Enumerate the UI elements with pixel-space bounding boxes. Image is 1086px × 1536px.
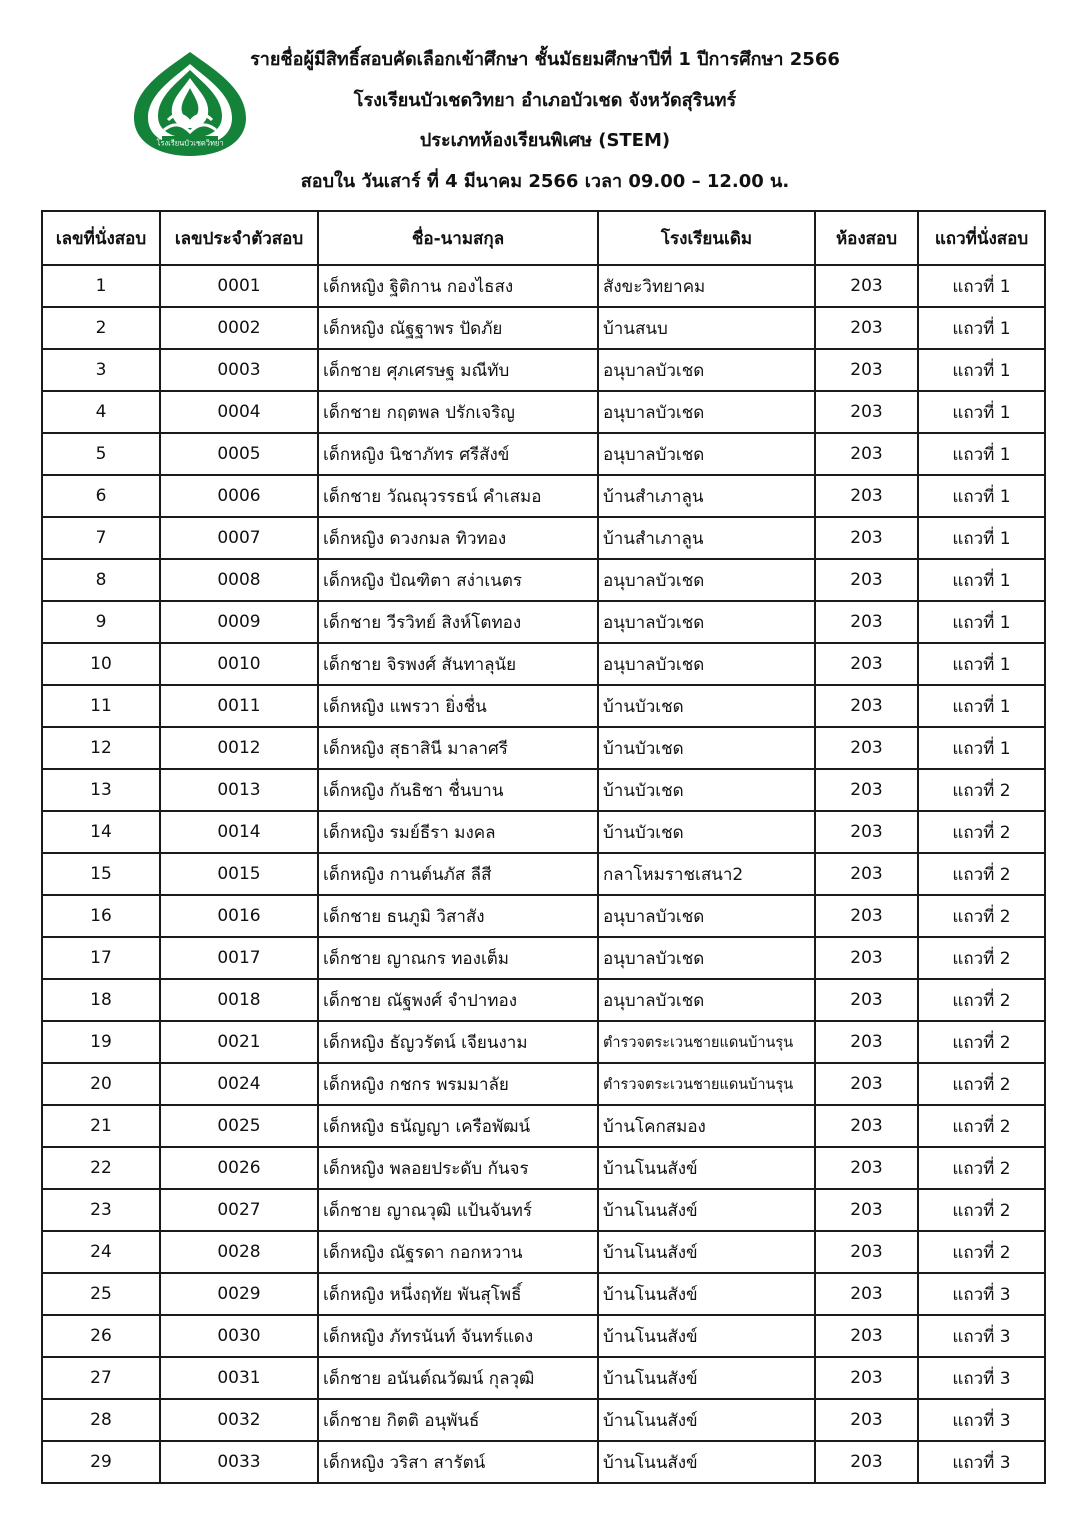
seat-no-cell: 27 — [42, 1357, 160, 1399]
seat-row-cell: แถวที่ 1 — [918, 559, 1045, 601]
school-cell: อนุบาลบัวเชด — [598, 643, 815, 685]
name-cell: เด็กหญิง ภัทรนันท์ จันทร์แดง — [318, 1315, 598, 1357]
col-header-exam-id: เลขประจำตัวสอบ — [160, 211, 318, 265]
seat-no-cell: 28 — [42, 1399, 160, 1441]
seat-no-cell: 26 — [42, 1315, 160, 1357]
header-title: รายชื่อผู้มีสิทธิ์สอบคัดเลือกเข้าศึกษา ชั้นมัธยมศึกษาปีที่ 1 ปีการศึกษา 2566 — [250, 49, 840, 70]
room-cell: 203 — [815, 1231, 918, 1273]
name-cell: เด็กชาย กฤตพล ปรักเจริญ — [318, 391, 598, 433]
exam-id-cell: 0006 — [160, 475, 318, 517]
seat-row-cell: แถวที่ 2 — [918, 1021, 1045, 1063]
seat-row-cell: แถวที่ 1 — [918, 685, 1045, 727]
room-cell: 203 — [815, 1147, 918, 1189]
exam-id-cell: 0016 — [160, 895, 318, 937]
exam-id-cell: 0031 — [160, 1357, 318, 1399]
table-row — [42, 391, 1045, 433]
name-cell: เด็กหญิง นิชาภัทร ศรีสังข์ — [318, 433, 598, 475]
seat-no-cell: 7 — [42, 517, 160, 559]
name-cell: เด็กชาย วีรวิทย์ สิงห์โตทอง — [318, 601, 598, 643]
room-cell: 203 — [815, 391, 918, 433]
name-cell: เด็กชาย ญาณกร ทองเต็ม — [318, 937, 598, 979]
room-cell: 203 — [815, 895, 918, 937]
seat-row-cell: แถวที่ 2 — [918, 1231, 1045, 1273]
room-cell: 203 — [815, 1357, 918, 1399]
school-cell: บ้านสำเภาลูน — [598, 475, 815, 517]
seat-no-cell: 11 — [42, 685, 160, 727]
school-cell: อนุบาลบัวเชด — [598, 559, 815, 601]
exam-id-cell: 0032 — [160, 1399, 318, 1441]
seat-row-cell: แถวที่ 2 — [918, 811, 1045, 853]
name-cell: เด็กหญิง หนึ่งฤทัย พันสุโพธิ์ — [318, 1273, 598, 1315]
room-cell: 203 — [815, 517, 918, 559]
school-cell: อนุบาลบัวเชด — [598, 391, 815, 433]
table-row — [42, 265, 1045, 307]
exam-id-cell: 0007 — [160, 517, 318, 559]
table-row — [42, 517, 1045, 559]
exam-id-cell: 0012 — [160, 727, 318, 769]
header-school: โรงเรียนบัวเชดวิทยา อำเภอบัวเชด จังหวัดสุรินทร์ — [353, 89, 737, 111]
exam-id-cell: 0025 — [160, 1105, 318, 1147]
table-row — [42, 1147, 1045, 1189]
school-cell: กลาโหมราชเสนา2 — [598, 853, 815, 895]
school-cell: อนุบาลบัวเชด — [598, 433, 815, 475]
room-cell: 203 — [815, 265, 918, 307]
exam-id-cell: 0033 — [160, 1441, 318, 1483]
name-cell: เด็กหญิง วริสา สารัตน์ — [318, 1441, 598, 1483]
header-class-type: ประเภทห้องเรียนพิเศษ (STEM) — [419, 130, 671, 151]
school-cell: บ้านโคกสมอง — [598, 1105, 815, 1147]
seat-no-cell: 2 — [42, 307, 160, 349]
table-row — [42, 1315, 1045, 1357]
seat-no-cell: 13 — [42, 769, 160, 811]
room-cell: 203 — [815, 559, 918, 601]
school-cell: บ้านโนนสังข์ — [598, 1315, 815, 1357]
room-cell: 203 — [815, 1441, 918, 1483]
table-row — [42, 1231, 1045, 1273]
seat-no-cell: 14 — [42, 811, 160, 853]
school-cell: บ้านโนนสังข์ — [598, 1189, 815, 1231]
seat-row-cell: แถวที่ 2 — [918, 1063, 1045, 1105]
table-row — [42, 727, 1045, 769]
seat-no-cell: 9 — [42, 601, 160, 643]
seat-row-cell: แถวที่ 2 — [918, 937, 1045, 979]
room-cell: 203 — [815, 307, 918, 349]
seat-no-cell: 17 — [42, 937, 160, 979]
seat-row-cell: แถวที่ 2 — [918, 895, 1045, 937]
table-row — [42, 601, 1045, 643]
room-cell: 203 — [815, 685, 918, 727]
seat-row-cell: แถวที่ 3 — [918, 1273, 1045, 1315]
seat-row-cell: แถวที่ 1 — [918, 475, 1045, 517]
name-cell: เด็กหญิง พลอยประดับ กันจร — [318, 1147, 598, 1189]
table-row — [42, 433, 1045, 475]
exam-id-cell: 0013 — [160, 769, 318, 811]
seat-row-cell: แถวที่ 3 — [918, 1399, 1045, 1441]
name-cell: เด็กหญิง ธัญวรัตน์ เจียนงาม — [318, 1021, 598, 1063]
school-cell: บ้านบัวเชด — [598, 769, 815, 811]
exam-id-cell: 0001 — [160, 265, 318, 307]
seat-row-cell: แถวที่ 3 — [918, 1441, 1045, 1483]
exam-id-cell: 0029 — [160, 1273, 318, 1315]
seat-no-cell: 12 — [42, 727, 160, 769]
seat-no-cell: 24 — [42, 1231, 160, 1273]
room-cell: 203 — [815, 937, 918, 979]
room-cell: 203 — [815, 769, 918, 811]
seat-row-cell: แถวที่ 1 — [918, 727, 1045, 769]
exam-id-cell: 0004 — [160, 391, 318, 433]
seat-row-cell: แถวที่ 1 — [918, 643, 1045, 685]
name-cell: เด็กหญิง กชกร พรมมาลัย — [318, 1063, 598, 1105]
room-cell: 203 — [815, 349, 918, 391]
school-cell: อนุบาลบัวเชด — [598, 601, 815, 643]
seat-row-cell: แถวที่ 2 — [918, 853, 1045, 895]
seat-no-cell: 20 — [42, 1063, 160, 1105]
seat-no-cell: 15 — [42, 853, 160, 895]
seat-no-cell: 8 — [42, 559, 160, 601]
name-cell: เด็กชาย ญาณวุฒิ แป้นจันทร์ — [318, 1189, 598, 1231]
exam-id-cell: 0014 — [160, 811, 318, 853]
table-row — [42, 1357, 1045, 1399]
school-cell: บ้านโนนสังข์ — [598, 1231, 815, 1273]
exam-id-cell: 0024 — [160, 1063, 318, 1105]
room-cell: 203 — [815, 979, 918, 1021]
table-row — [42, 769, 1045, 811]
document-header — [240, 40, 850, 202]
table-body — [42, 265, 1045, 1483]
school-cell: บ้านบัวเชด — [598, 811, 815, 853]
table-row — [42, 349, 1045, 391]
seat-row-cell: แถวที่ 3 — [918, 1315, 1045, 1357]
school-cell: ตำรวจตระเวนชายแดนบ้านรุน — [598, 1063, 815, 1105]
school-cell: บ้านบัวเชด — [598, 727, 815, 769]
candidate-table — [41, 210, 1046, 1484]
name-cell: เด็กหญิง ธนัญญา เครือพัฒน์ — [318, 1105, 598, 1147]
seat-row-cell: แถวที่ 1 — [918, 265, 1045, 307]
table-row — [42, 1063, 1045, 1105]
exam-id-cell: 0008 — [160, 559, 318, 601]
table-row — [42, 685, 1045, 727]
exam-id-cell: 0002 — [160, 307, 318, 349]
exam-id-cell: 0005 — [160, 433, 318, 475]
room-cell: 203 — [815, 811, 918, 853]
table-row — [42, 1189, 1045, 1231]
seat-row-cell: แถวที่ 1 — [918, 349, 1045, 391]
room-cell: 203 — [815, 475, 918, 517]
table-row — [42, 1399, 1045, 1441]
seat-no-cell: 23 — [42, 1189, 160, 1231]
header-exam-date: สอบใน วันเสาร์ ที่ 4 มีนาคม 2566 เวลา 09.00 – 12.00 น. — [300, 170, 790, 192]
room-cell: 203 — [815, 1021, 918, 1063]
exam-id-cell: 0027 — [160, 1189, 318, 1231]
table-header-row — [42, 211, 1045, 265]
seat-row-cell: แถวที่ 1 — [918, 433, 1045, 475]
school-cell: อนุบาลบัวเชด — [598, 937, 815, 979]
exam-id-cell: 0011 — [160, 685, 318, 727]
school-logo-icon — [128, 48, 252, 160]
seat-row-cell: แถวที่ 1 — [918, 517, 1045, 559]
name-cell: เด็กหญิง ปัณฑิตา สง่าเนตร — [318, 559, 598, 601]
name-cell: เด็กหญิง ฐิติกาน กองไธสง — [318, 265, 598, 307]
seat-no-cell: 29 — [42, 1441, 160, 1483]
school-cell: บ้านโนนสังข์ — [598, 1147, 815, 1189]
school-cell: บ้านบัวเชด — [598, 685, 815, 727]
room-cell: 203 — [815, 727, 918, 769]
seat-no-cell: 10 — [42, 643, 160, 685]
name-cell: เด็กชาย อนันต์ณวัฒน์ กุลวุฒิ — [318, 1357, 598, 1399]
table-row — [42, 1105, 1045, 1147]
room-cell: 203 — [815, 643, 918, 685]
seat-row-cell: แถวที่ 1 — [918, 391, 1045, 433]
seat-no-cell: 25 — [42, 1273, 160, 1315]
seat-row-cell: แถวที่ 1 — [918, 307, 1045, 349]
seat-row-cell: แถวที่ 2 — [918, 979, 1045, 1021]
exam-id-cell: 0017 — [160, 937, 318, 979]
seat-no-cell: 3 — [42, 349, 160, 391]
seat-no-cell: 18 — [42, 979, 160, 1021]
name-cell: เด็กหญิง สุธาสินี มาลาศรี — [318, 727, 598, 769]
seat-no-cell: 1 — [42, 265, 160, 307]
school-cell: อนุบาลบัวเชด — [598, 979, 815, 1021]
seat-no-cell: 16 — [42, 895, 160, 937]
school-cell: อนุบาลบัวเชด — [598, 349, 815, 391]
name-cell: เด็กหญิง ณัฐรดา กอกหวาน — [318, 1231, 598, 1273]
table-row — [42, 307, 1045, 349]
table-row — [42, 475, 1045, 517]
name-cell: เด็กหญิง ณัฐฐาพร ปัดภัย — [318, 307, 598, 349]
table-row — [42, 1021, 1045, 1063]
name-cell: เด็กหญิง กันธิชา ชื่นบาน — [318, 769, 598, 811]
seat-row-cell: แถวที่ 3 — [918, 1357, 1045, 1399]
col-header-seat-no: เลขที่นั่งสอบ — [42, 211, 160, 265]
name-cell: เด็กชาย กิตติ อนุพันธ์ — [318, 1399, 598, 1441]
col-header-seat-row: แถวที่นั่งสอบ — [918, 211, 1045, 265]
table-row — [42, 853, 1045, 895]
seat-no-cell: 21 — [42, 1105, 160, 1147]
school-cell: บ้านโนนสังข์ — [598, 1441, 815, 1483]
exam-id-cell: 0003 — [160, 349, 318, 391]
col-header-name: ชื่อ-นามสกุล — [318, 211, 598, 265]
table-row — [42, 979, 1045, 1021]
exam-id-cell: 0018 — [160, 979, 318, 1021]
table-row — [42, 1273, 1045, 1315]
seat-no-cell: 5 — [42, 433, 160, 475]
col-header-room: ห้องสอบ — [815, 211, 918, 265]
name-cell: เด็กชาย ศุภเศรษฐ มณีทับ — [318, 349, 598, 391]
table-row — [42, 895, 1045, 937]
school-cell: บ้านโนนสังข์ — [598, 1273, 815, 1315]
name-cell: เด็กชาย วัณณุวรรธน์ คำเสมอ — [318, 475, 598, 517]
seat-row-cell: แถวที่ 2 — [918, 1147, 1045, 1189]
room-cell: 203 — [815, 601, 918, 643]
seat-row-cell: แถวที่ 1 — [918, 601, 1045, 643]
name-cell: เด็กหญิง รมย์ธีรา มงคล — [318, 811, 598, 853]
room-cell: 203 — [815, 1315, 918, 1357]
room-cell: 203 — [815, 853, 918, 895]
school-cell: บ้านสำเภาลูน — [598, 517, 815, 559]
name-cell: เด็กหญิง แพรวา ยิ่งชื่น — [318, 685, 598, 727]
name-cell: เด็กหญิง ดวงกมล ทิวทอง — [318, 517, 598, 559]
logo-text: โรงเรียนบัวเชดวิทยา — [156, 138, 224, 148]
name-cell: เด็กชาย ธนภูมิ วิสาสัง — [318, 895, 598, 937]
school-cell: สังขะวิทยาคม — [598, 265, 815, 307]
school-cell: บ้านสนบ — [598, 307, 815, 349]
school-cell: บ้านโนนสังข์ — [598, 1357, 815, 1399]
seat-no-cell: 4 — [42, 391, 160, 433]
seat-no-cell: 22 — [42, 1147, 160, 1189]
col-header-former-school: โรงเรียนเดิม — [598, 211, 815, 265]
seat-row-cell: แถวที่ 2 — [918, 769, 1045, 811]
exam-id-cell: 0015 — [160, 853, 318, 895]
table-row — [42, 559, 1045, 601]
school-cell: อนุบาลบัวเชด — [598, 895, 815, 937]
exam-id-cell: 0026 — [160, 1147, 318, 1189]
table-row — [42, 1441, 1045, 1483]
school-cell: บ้านโนนสังข์ — [598, 1399, 815, 1441]
seat-row-cell: แถวที่ 2 — [918, 1189, 1045, 1231]
seat-no-cell: 19 — [42, 1021, 160, 1063]
exam-id-cell: 0021 — [160, 1021, 318, 1063]
room-cell: 203 — [815, 1189, 918, 1231]
seat-row-cell: แถวที่ 2 — [918, 1105, 1045, 1147]
school-cell: ตำรวจตระเวนชายแดนบ้านรุน — [598, 1021, 815, 1063]
name-cell: เด็กชาย ณัฐพงศ์ จำปาทอง — [318, 979, 598, 1021]
room-cell: 203 — [815, 1399, 918, 1441]
room-cell: 203 — [815, 1063, 918, 1105]
room-cell: 203 — [815, 433, 918, 475]
exam-id-cell: 0009 — [160, 601, 318, 643]
exam-id-cell: 0010 — [160, 643, 318, 685]
room-cell: 203 — [815, 1105, 918, 1147]
table-row — [42, 811, 1045, 853]
exam-id-cell: 0028 — [160, 1231, 318, 1273]
name-cell: เด็กหญิง กานต์นภัส ลีสี — [318, 853, 598, 895]
seat-no-cell: 6 — [42, 475, 160, 517]
room-cell: 203 — [815, 1273, 918, 1315]
table-row — [42, 643, 1045, 685]
name-cell: เด็กชาย จิรพงศ์ สันทาลุนัย — [318, 643, 598, 685]
table-row — [42, 937, 1045, 979]
exam-id-cell: 0030 — [160, 1315, 318, 1357]
